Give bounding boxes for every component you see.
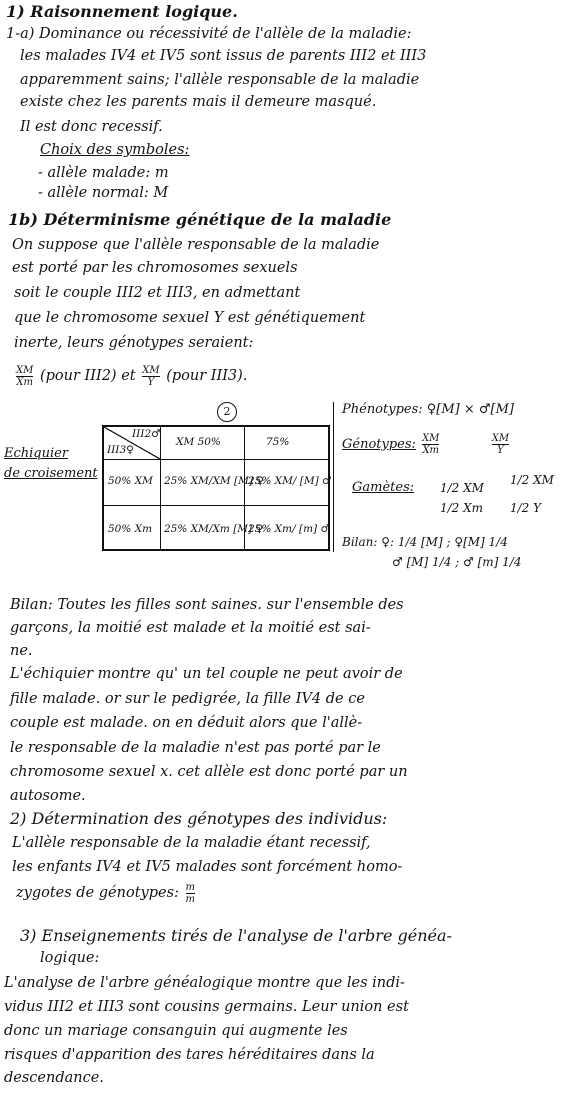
table-col-header: 75%	[266, 436, 290, 448]
figure-marker: 2	[217, 402, 237, 422]
crossing-table	[102, 425, 330, 551]
text-line: inerte, leurs génotypes seraient:	[14, 335, 254, 351]
table-cell: 25% XM/XM [M] ♀	[164, 475, 264, 487]
genotype-fraction: $\frac{m}{m}$	[185, 881, 196, 905]
genotype-line: zygotes de génotypes: $\frac{m}{m}$	[16, 881, 196, 905]
text-line: L'allèle responsable de la maladie étant recessif,	[12, 835, 371, 851]
text-line: L'analyse de l'arbre généalogique montre que les indi-	[4, 975, 405, 991]
text-line: le responsable de la maladie n'est pas porté par le	[10, 740, 381, 756]
text-line: Bilan: Toutes les filles sont saines. sur l'ensemble des	[10, 597, 404, 613]
table-header-female: III3♀	[107, 444, 134, 456]
table-row-header: 50% Xm	[108, 523, 153, 535]
text-line: les enfants IV4 et IV5 malades sont forcément homo-	[12, 859, 403, 875]
text-line: les malades IV4 et IV5 sont issus de parents III2 et III3	[20, 48, 427, 64]
column-separator	[333, 402, 334, 552]
text-line: risques d'apparition des tares héréditaires dans la	[4, 1047, 375, 1063]
genotype-fraction: $\frac{XM}{Y}$	[142, 364, 160, 388]
genotype-fraction: $\frac{XM}{Xm}$	[422, 433, 440, 456]
section-3-title: 3) Enseignements tirés de l'analyse de l'arbre généa-	[20, 926, 452, 945]
text-line: est porté par les chromosomes sexuels	[12, 260, 298, 276]
gametes-label: Gamètes:	[352, 480, 415, 495]
gamete-value: 1/2 XM	[510, 473, 554, 487]
text-line: que le chromosome sexuel Y est génétiquement	[14, 310, 366, 326]
bilan-line: ♂ [M] 1/4 ; ♂ [m] 1/4	[392, 555, 522, 569]
text-line: autosome.	[10, 788, 86, 804]
text-line: - allèle malade: m	[38, 165, 169, 181]
text-line: fille malade. or sur le pedigrée, la fille IV4 de ce	[10, 691, 365, 707]
text-line: descendance.	[4, 1070, 104, 1086]
table-row-header: 50% XM	[108, 475, 153, 487]
text-line: Il est donc recessif.	[20, 119, 163, 135]
gamete-value: 1/2 XM	[440, 481, 484, 495]
text-line: ne.	[10, 643, 33, 659]
table-label: de croisement	[4, 466, 98, 481]
section-1b-title: 1b) Déterminisme génétique de la maladie	[8, 210, 392, 229]
bilan-line: Bilan: ♀: 1/4 [M] ; ♀[M] 1/4	[342, 535, 508, 549]
section-2-title: 2) Détermination des génotypes des individus:	[10, 809, 388, 828]
text-line: chromosome sexuel x. cet allèle est donc porté par un	[10, 764, 408, 780]
text-line: L'échiquier montre qu' un tel couple ne peut avoir de	[10, 666, 403, 682]
table-col-header: XM 50%	[176, 436, 221, 448]
text-line: On suppose que l'allèle responsable de la maladie	[12, 237, 380, 253]
text-line: existe chez les parents mais il demeure masqué.	[20, 94, 377, 110]
genotype-fraction: $\frac{XM}{Xm}$	[16, 364, 34, 388]
section-1a-title: 1-a) Dominance ou récessivité de l'allèle de la maladie:	[6, 26, 412, 42]
genotype-fraction: $\frac{XM}{Y}$	[491, 433, 510, 456]
table-cell: 25% XM/ [M] ♂	[248, 475, 332, 487]
text-line: logique:	[40, 950, 100, 966]
text-line: couple est malade. on en déduit alors que l'allè-	[10, 715, 363, 731]
table-header-male: III2♂	[132, 428, 161, 440]
text-line: garçons, la moitié est malade et la moitié est sai-	[10, 620, 371, 636]
text-line: - allèle normal: M	[38, 185, 169, 201]
gamete-value: 1/2 Y	[510, 501, 542, 515]
table-cell: 25% XM/Xm [M] ♀	[164, 523, 264, 535]
text-line: donc un mariage consanguin qui augmente les	[4, 1023, 348, 1039]
gamete-value: 1/2 Xm	[440, 501, 484, 515]
section-1-title: 1) Raisonnement logique.	[6, 2, 238, 21]
text-line: vidus III2 et III3 sont cousins germains. Leur union est	[4, 999, 409, 1015]
table-label: Echiquier	[4, 446, 69, 461]
symbols-heading: Choix des symboles:	[40, 142, 190, 158]
genotype-line: $\frac{XM}{Xm}$ (pour III2) et $\frac{XM}{Y}$ (pour III3).	[16, 364, 248, 388]
table-cell: 25% Xm/ [m] ♂	[248, 523, 330, 535]
text-line: apparemment sains; l'allèle responsable de la maladie	[20, 72, 420, 88]
genotypes-line: Génotypes: $\frac{XM}{Xm}$ $\frac{XM}{Y}$	[342, 433, 510, 456]
text-line: soit le couple III2 et III3, en admettant	[14, 285, 301, 301]
phenotypes-line: Phénotypes: ♀[M] × ♂[M]	[342, 402, 515, 417]
